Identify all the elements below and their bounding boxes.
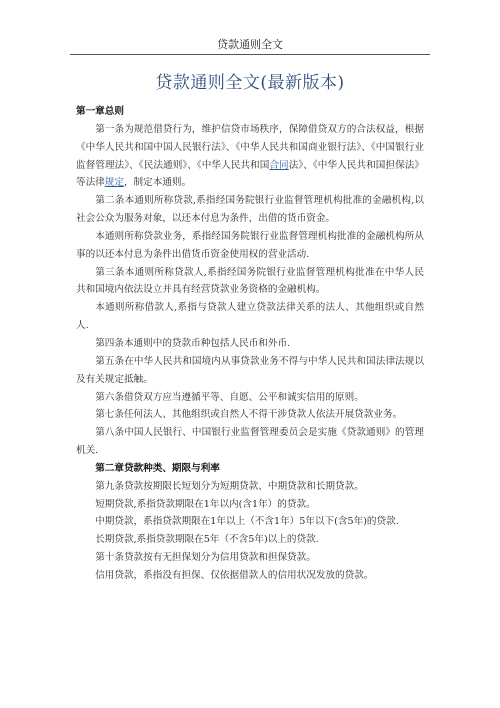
article-9-short-term: 短期贷款,系指贷款期限在1年以内(含1年）的贷款。 — [95, 498, 316, 510]
article-9: 第九条贷款按期限长短划分为短期贷款、中期贷款和长期贷款。 — [95, 480, 364, 492]
article-10: 第十条贷款按有无担保划分为信用贷款和担保贷款。 — [95, 552, 316, 564]
article-2-loan-business: 本通则所称贷款业务，系指经国务院银行业监督管理机构批准的金融机构所从事的以还本付息为条件出借货币资金使用权的营业活动. — [76, 230, 424, 260]
article-1-text-b: 法》、《中华人民共和国担保法》等法律 — [76, 159, 424, 189]
article-1-text-c: ，制定本通则。 — [123, 177, 192, 189]
article-9-mid-term: 中期贷款，系指贷款期限在1年以上（不含1年）5年以下(含5年)的贷款. — [95, 516, 399, 528]
article-3: 第三条本通则所称贷款人,系指经国务院银行业监督管理机构批准在中华人民共和国境内依法设立并具有经营贷款业务资格的金融机构。 — [76, 266, 424, 296]
article-2: 第二条本通则所称贷款,系指经国务院银行业监督管理机构批准的金融机构,以社会公众为服务对象，以还本付息为条件，出借的货币资金。 — [76, 195, 424, 225]
article-10-credit-loan: 信用贷款，系指没有担保、仅依据借款人的信用状况发放的贷款。 — [95, 569, 374, 581]
article-3-borrower: 本通则所称借款人,系指与贷款人建立贷款法律关系的法人、其他组织或自然人. — [76, 302, 424, 332]
article-6: 第六条借贷双方应当遵循平等、自愿、公平和诚实信用的原则。 — [95, 391, 364, 403]
header-divider — [70, 54, 430, 55]
document-title: 贷款通则全文(最新版本) — [155, 73, 345, 93]
article-1-text-a: 第一条为规范借贷行为，维护信贷市场秩序，保障借贷双方的合法权益，根据《中华人民共和国中国人民银行法》、《中华人民共和国商业银行法》、《中国银行业监督管理法》、《民法通则》、《中华人民共和国 — [76, 123, 424, 171]
document-body — [76, 103, 424, 585]
chapter-1-heading: 第一章总则 — [76, 106, 124, 117]
article-4: 第四条本通则中的贷款币种包括人民币和外币. — [95, 337, 291, 349]
article-9-long-term: 长期贷款,系指贷款期限在5年（不含5年)以上的贷款. — [95, 534, 319, 546]
chapter-2-heading: 第二章贷款种类、期限与利率 — [95, 462, 220, 474]
regulation-link[interactable]: 规定 — [104, 177, 124, 189]
article-7: 第七条任何法人、其他组织或自然人不得干涉贷款人依法开展贷款业务。 — [95, 409, 403, 421]
article-5: 第五条在中华人民共和国境内从事贷款业务不得与中华人民共和国法律法规以及有关规定抵触。 — [76, 355, 424, 385]
contract-link[interactable]: 合同 — [269, 159, 289, 171]
article-8: 第八条中国人民银行、中国银行业监督管理委员会是实施《贷款通则》的管理机关. — [76, 427, 424, 457]
running-header: 贷款通则全文 — [217, 38, 283, 51]
article-1 — [76, 121, 424, 192]
